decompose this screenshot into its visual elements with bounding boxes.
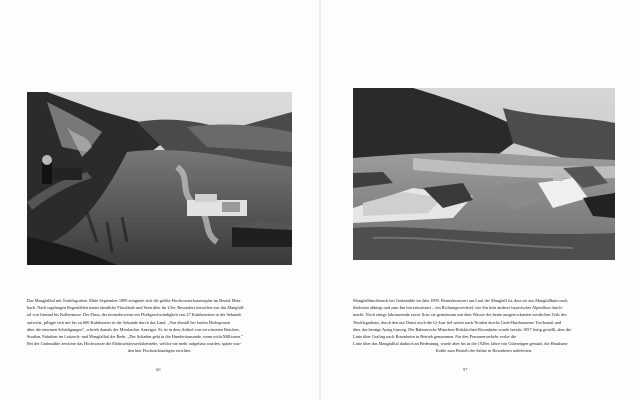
right-caption-line: über das heutige Aying hinweg. Die Bahnstrecke München-Holzkirchen-Rosenheim wurde bereits 1857 fertig gestellt, aber die	[353, 326, 572, 332]
right-caption	[353, 297, 615, 355]
page-number-left: 60	[156, 367, 161, 372]
left-caption-line: bach. Nach tagelangen Regenfällen traten sämtliche Flussläufe und Seen über ihr Ufer. Besonders betroffen war das Mangfall-	[27, 305, 245, 311]
photo-mangfalltal-teufelsgraben	[27, 92, 292, 265]
left-caption-line: Bei der Grubmühle zerstörte das Hochwasser die Elektrizitätswerksbetriebe, welche nie mehr aufgebaut wurden, später wur-	[27, 341, 242, 347]
left-caption-line: über die enormen Schädigungen", schrieb damals der Miesbacher Anzeiger. Es ist in dem Artikel von verwüsteten Brücken,	[27, 326, 240, 332]
left-caption-line: Das Mangfalltal mit Teufelsgraben. Mitte September 1899 ereignete sich die größte Hochwasserkatastrophe im Bezirk Mies-	[27, 298, 242, 303]
right-caption-line: Mangfalldurchbruch bei Grubmühle im Jahr 1899. Bemerkenswert am Lauf der Mangfall ist, dass sie aus Mangfallknie nach	[353, 298, 568, 303]
right-caption-line: Linie über Grafing nach Rosenheim in Betrieb genommen. Für den Personenverkehr verlor die	[353, 334, 517, 340]
left-caption-line: den hier Fischzuchtanlagen errichtet.	[127, 348, 192, 354]
photo-flood-graphic	[353, 88, 615, 260]
right-caption-line: Teufelsgrabens, durch den nur Dunst noch die Ur-Isar fiel weiter nach Norden durchs Grub-Harthausener Trockental und	[353, 319, 561, 325]
right-page	[320, 0, 640, 400]
photo-mangfalldurchbruch-grubmuehle	[353, 88, 615, 260]
right-caption-line: Linie über das Mangfalltal dadurch an Bedeutung, wurde aber bis in die 1920er Jahre von Güterzügen genutzt, die Hausham-	[353, 341, 569, 347]
left-caption-line: aufweist, pflügte sich mit bis zu 600 Kubikmeter in der Sekunde durch das Land. „Von überall her laufen Hiobsposten	[27, 319, 231, 325]
left-caption-line: Straßen, Fabriken im Leitzach- und Mangfalltal die Rede. „Der Schaden geht in die Hunderttausende, wenn nicht Millionen."	[27, 334, 243, 340]
left-caption	[27, 297, 292, 355]
right-caption-line: macht. Noch einige Jahrtausende zuvor floss sie gemeinsam mit dem Wasser des heute ausgetrockneten westlichen Teils des	[353, 312, 567, 318]
photo-landscape-graphic	[27, 92, 292, 265]
page-number-right: 97	[463, 367, 468, 372]
right-caption-line: Kohle zum Betrieb der Saline in Rosenheim anlieferten.	[435, 348, 533, 354]
left-caption-line: tal von Gmund bis Kolbermoor. Der Fluss, der normalerweise ein Fließgeschwindigkeit von 27 Kubikmetern in der Sekunde	[27, 312, 242, 318]
right-caption-line: Südosten abbiegt und zum Inn hin entwässert – ein Richtungswechsel, wie ihn kein anderer bayerischer Alpenfluss durch-	[353, 305, 563, 311]
